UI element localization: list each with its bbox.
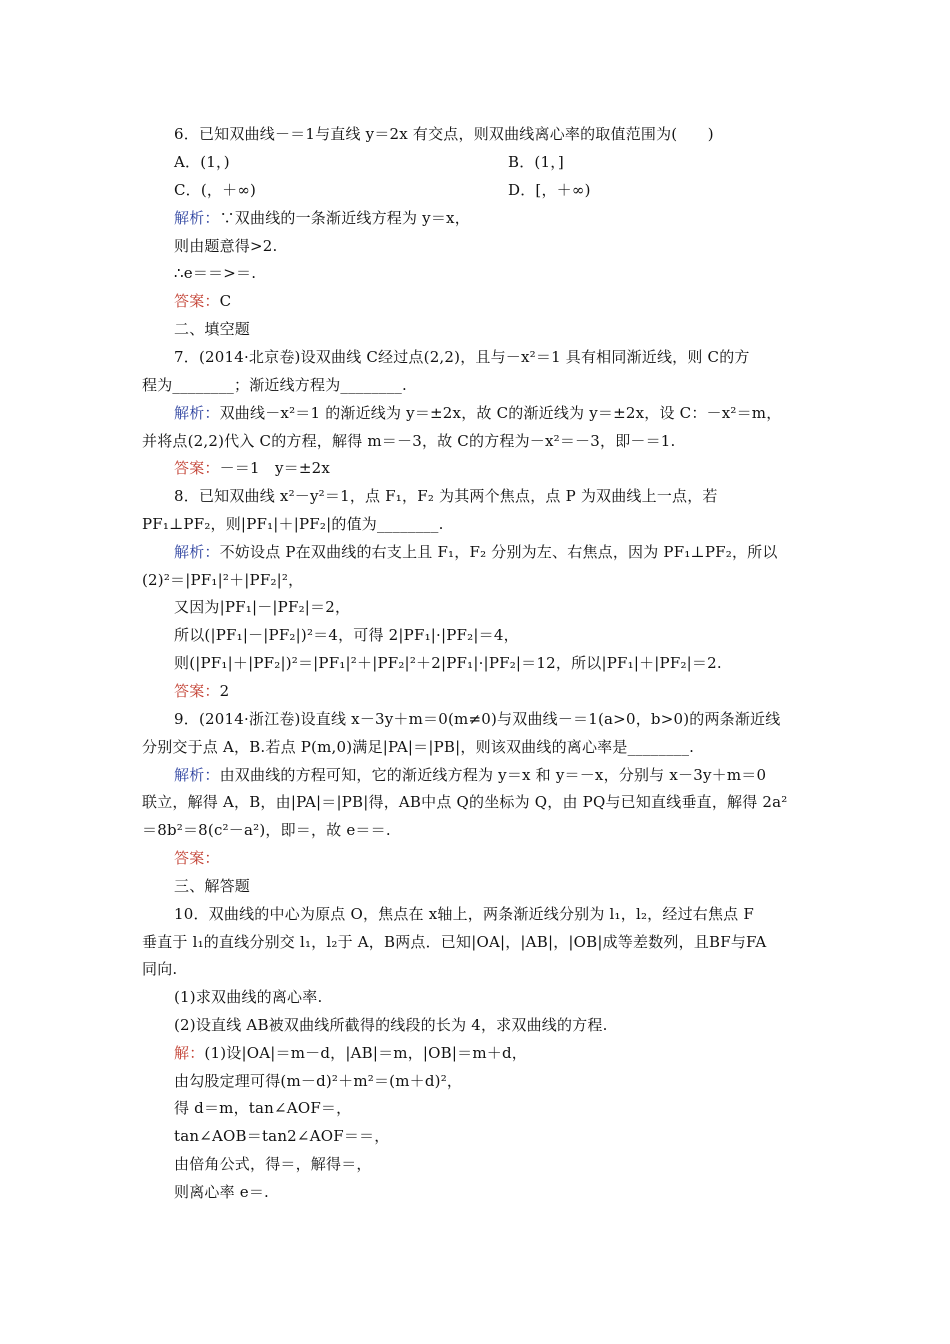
q8-stem-line2: PF₁⊥PF₂，则|PF₁|＋|PF₂|的值为________. <box>142 515 444 533</box>
q10-solution-line2: 由勾股定理可得(m－d)²＋m²＝(m＋d)²， <box>174 1072 463 1090</box>
q8-stem-line1: 8．已知双曲线 x²－y²＝1，点 F₁，F₂ 为其两个焦点，点 P 为双曲线上一点，若 <box>174 487 718 505</box>
q6-options-row2 <box>174 181 591 199</box>
q6-option-b: B．(1，] <box>508 153 564 171</box>
q7-solution-line2: 并将点(2,2)代入 C的方程，解得 m＝－3，故 C的方程为－x²＝－3，即－＝1. <box>142 432 676 450</box>
q8-solution-line4: 所以(|PF₁|－|PF₂|)²＝4，可得 2|PF₁|·|PF₂|＝4， <box>174 626 519 644</box>
q9-solution-line3: ＝8b²＝8(c²－a²)，即＝，故 e＝＝. <box>142 821 391 839</box>
q10-solution-line5: 由倍角公式，得＝，解得＝， <box>174 1155 372 1173</box>
q9-stem-line2: 分别交于点 A，B.若点 P(m,0)满足|PA|＝|PB|，则该双曲线的离心率是________. <box>142 738 695 756</box>
q10-part2: (2)设直线 AB被双曲线所截得的线段的长为 4，求双曲线的方程. <box>174 1016 608 1034</box>
q7-stem-line2: 程为________；渐近线方程为________. <box>142 376 407 394</box>
q6-solution-text1: ∵双曲线的一条渐近线方程为 y＝x， <box>219 209 470 227</box>
q8-solution-line1 <box>174 543 778 561</box>
q9-solution-line2: 联立，解得 A，B，由|PA|＝|PB|得，AB中点 Q的坐标为 Q，由 PQ与已知直线垂直，解得 2a² <box>142 793 788 811</box>
q6-option-d: D．[，＋∞) <box>508 181 591 199</box>
q10-stem-line3: 同向. <box>142 960 178 978</box>
q7-solution-line1 <box>174 404 781 422</box>
q6-solution-line2: 则由题意得>2. <box>174 237 278 255</box>
q10-stem-line1: 10．双曲线的中心为原点 O，焦点在 x轴上，两条渐近线分别为 l₁，l₂，经过右焦点 F <box>174 905 754 923</box>
q6-option-a: A．(1，) <box>174 153 230 171</box>
q7-answer-value: －＝1 y＝±2x <box>219 459 330 477</box>
q10-solution-line4: tan∠AOB＝tan2∠AOF＝＝， <box>174 1127 390 1145</box>
q10-solution-line3: 得 d＝m，tan∠AOF＝， <box>174 1099 352 1117</box>
section-fill-in-heading: 二、填空题 <box>174 320 251 338</box>
q8-solution-label: 解析： <box>174 543 220 561</box>
q9-solution-label: 解析： <box>174 766 220 784</box>
q8-answer-label: 答案： <box>174 682 220 700</box>
q6-options-row1 <box>174 153 564 171</box>
q8-solution-line3: 又因为|PF₁|－|PF₂|＝2， <box>174 598 351 616</box>
q6-answer-value: C <box>219 292 232 310</box>
q6-option-c: C．(，＋∞) <box>174 181 257 199</box>
q9-stem-line1: 9．(2014·浙江卷)设直线 x－3y＋m＝0(m≠0)与双曲线－＝1(a>0，b>0)的两条渐近线 <box>174 710 781 728</box>
q6-answer <box>174 292 231 310</box>
q6-solution-label: 解析： <box>174 209 220 227</box>
q7-answer-label: 答案： <box>174 459 220 477</box>
q9-solution-line1 <box>174 766 766 784</box>
q7-solution-label: 解析： <box>174 404 220 422</box>
q6-answer-label: 答案： <box>174 292 220 310</box>
q7-stem-line1: 7．(2014·北京卷)设双曲线 C经过点(2,2)，且与－x²＝1 具有相同渐近线，则 C的方 <box>174 348 750 366</box>
q8-solution-line2: (2)²＝|PF₁|²＋|PF₂|²， <box>142 571 304 589</box>
q7-answer <box>174 459 330 477</box>
q10-solution-line6: 则离心率 e＝. <box>174 1183 270 1201</box>
q9-answer <box>174 849 220 867</box>
q10-solution-text1: (1)设|OA|＝m－d，|AB|＝m，|OB|＝m＋d， <box>204 1044 527 1062</box>
q9-solution-text1: 由双曲线的方程可知，它的渐近线方程为 y＝x 和 y＝－x，分别与 x－3y＋m＝0 <box>219 766 767 784</box>
q10-part1: (1)求双曲线的离心率. <box>174 988 323 1006</box>
q7-solution-text1: 双曲线－x²＝1 的渐近线为 y＝±2x，故 C的渐近线为 y＝±2x，设 C：－x²＝m， <box>219 404 782 422</box>
q10-solution-line1 <box>174 1044 527 1062</box>
q6-solution-line1 <box>174 209 470 227</box>
q9-answer-label: 答案： <box>174 849 220 867</box>
q8-solution-line5: 则(|PF₁|＋|PF₂|)²＝|PF₁|²＋|PF₂|²＋2|PF₁|·|PF₂|＝12，所以|PF₁|＋|PF₂|＝2. <box>174 654 722 672</box>
q10-solution-label: 解： <box>174 1044 205 1062</box>
q6-solution-line3: ∴e＝＝>＝. <box>174 264 257 282</box>
q10-stem-line2: 垂直于 l₁的直线分别交 l₁，l₂于 A，B两点．已知|OA|，|AB|，|OB|成等差数列，且BF与FA <box>142 933 767 951</box>
q6-stem: 6．已知双曲线－＝1与直线 y＝2x 有交点，则双曲线离心率的取值范围为( ) <box>174 125 714 143</box>
section-solution-heading: 三、解答题 <box>174 877 251 895</box>
q8-answer <box>174 682 229 700</box>
q8-answer-value: 2 <box>219 682 230 700</box>
q8-solution-text1: 不妨设点 P在双曲线的右支上且 F₁，F₂ 分别为左、右焦点，因为 PF₁⊥PF₂，所以 <box>219 543 778 561</box>
